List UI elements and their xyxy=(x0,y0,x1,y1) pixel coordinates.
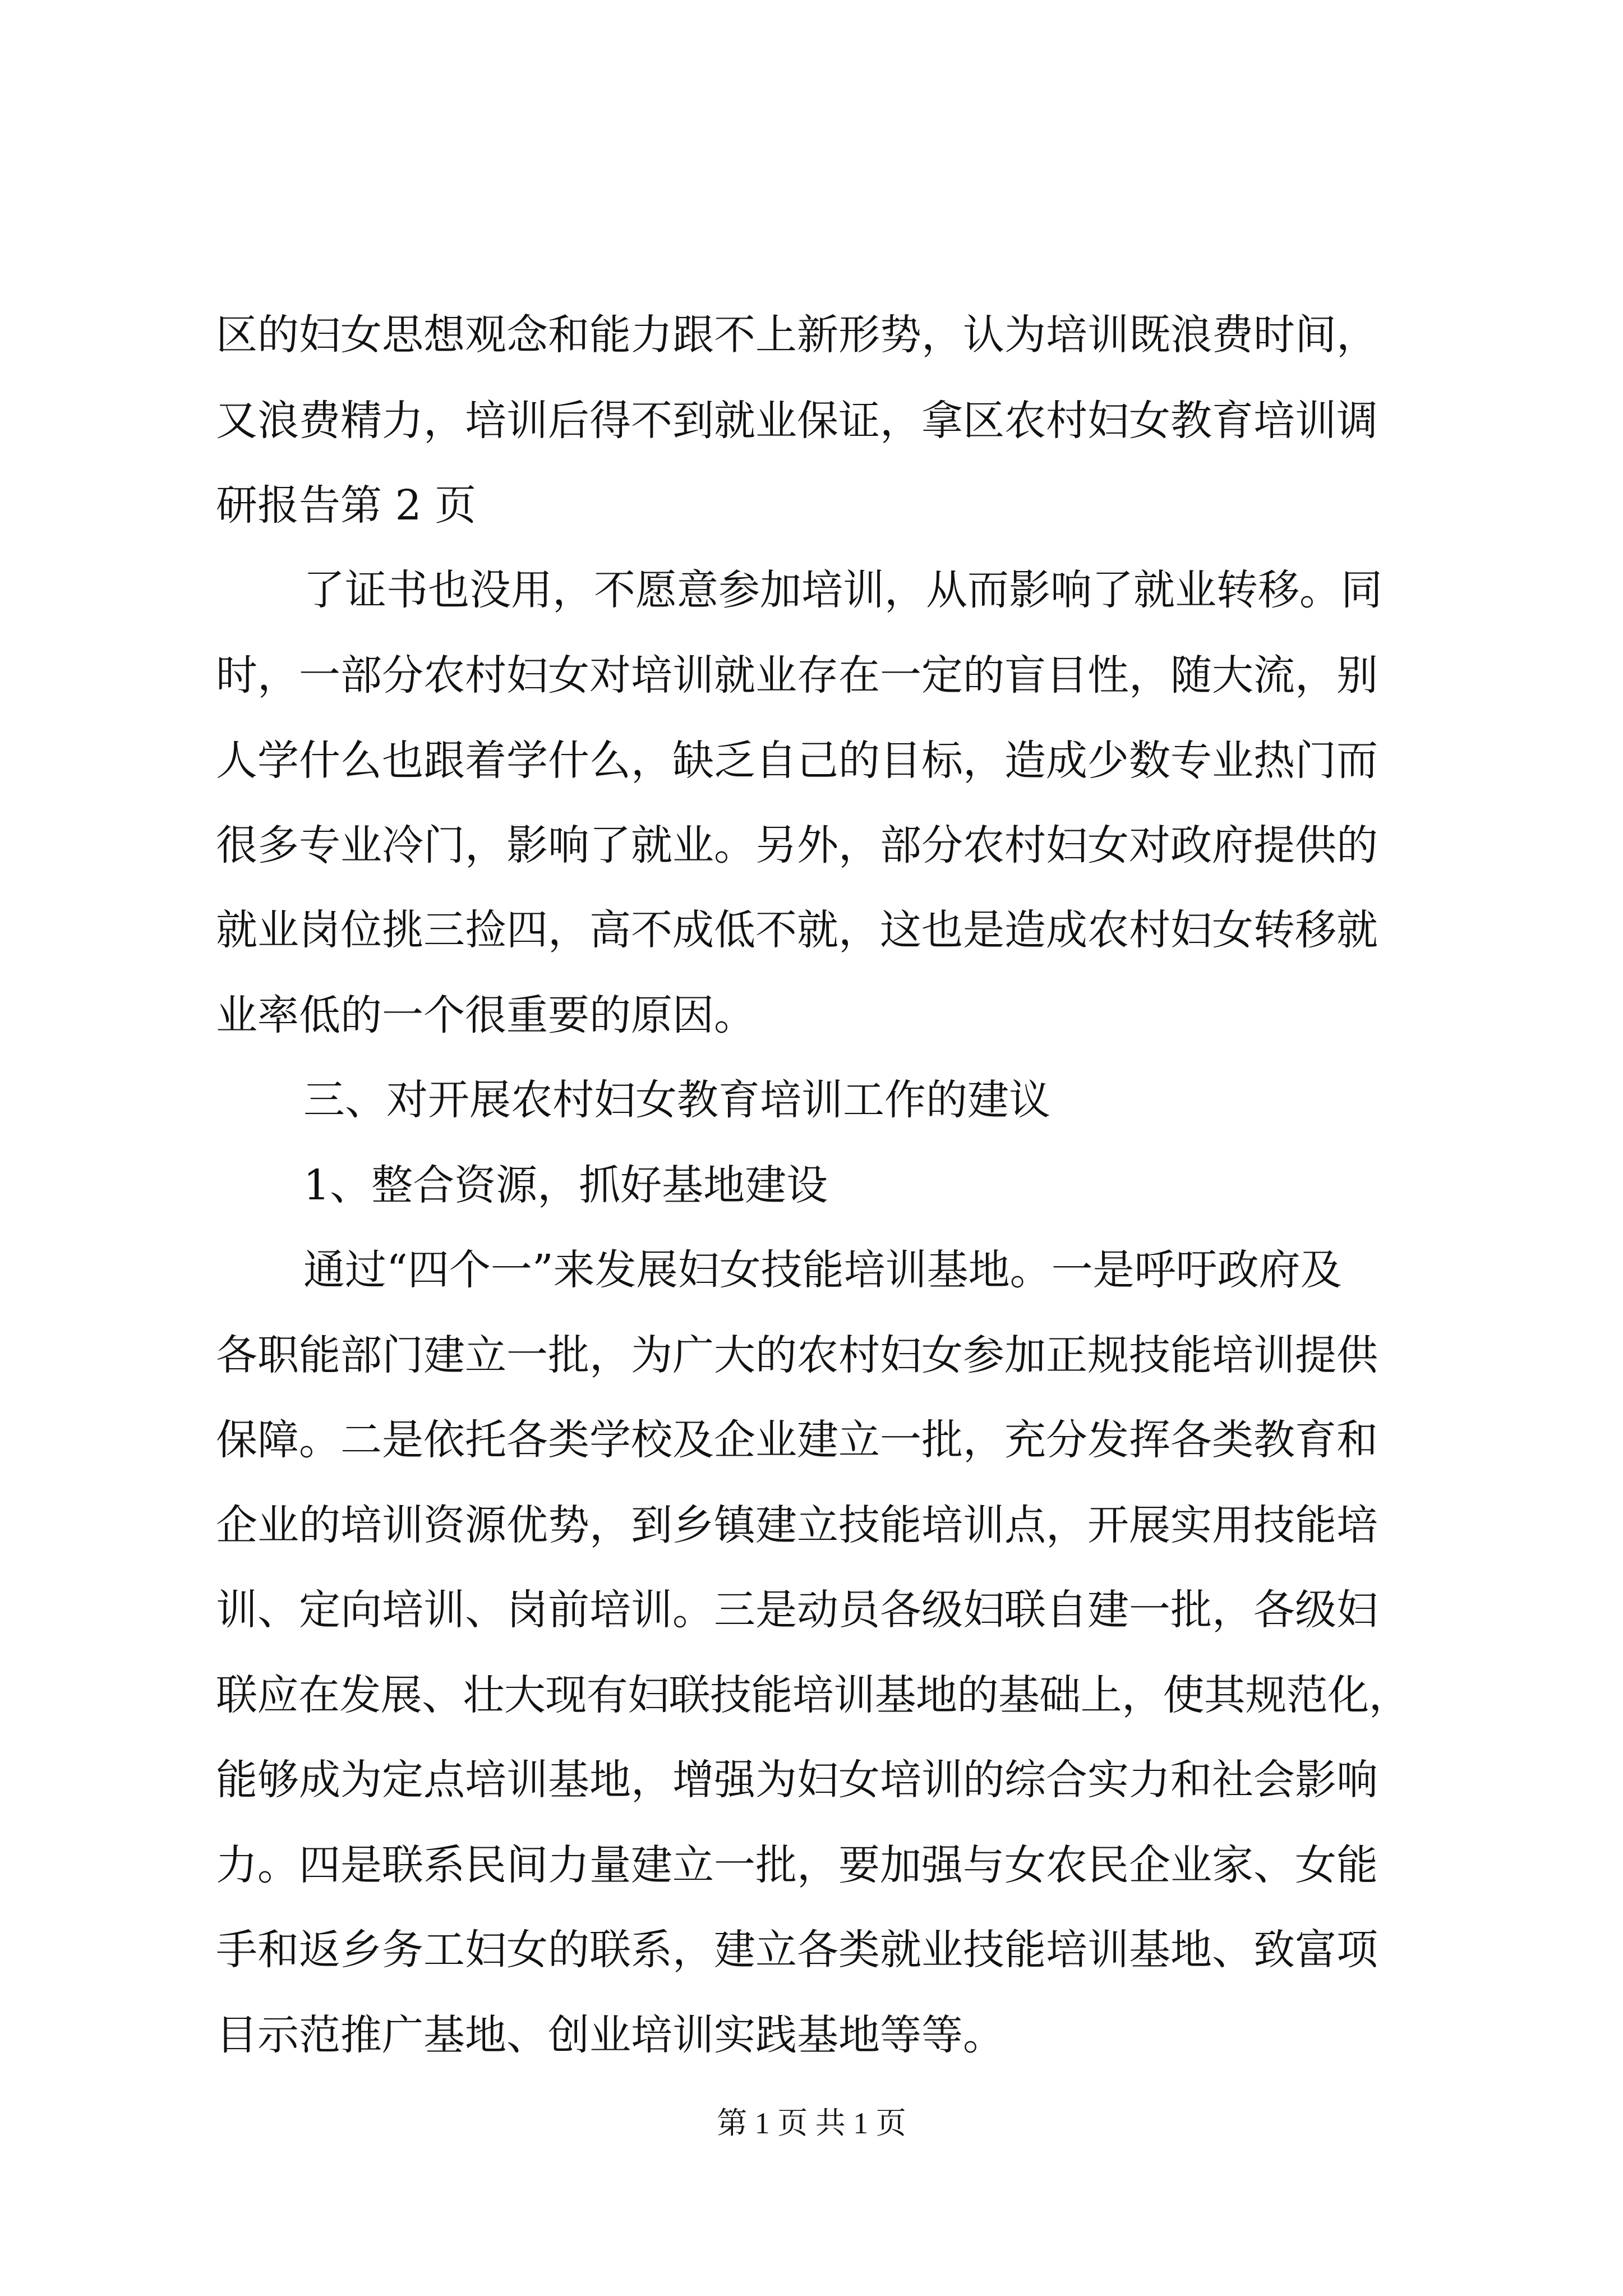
text-line xyxy=(0,1483,1623,1567)
line-text: 目示范推广基地、创业培训实践基地等等。 xyxy=(216,2011,1004,2059)
text-line xyxy=(0,1993,1623,2077)
text-line xyxy=(0,293,1623,377)
line-text: 保障。二是依托各类学校及企业建立一批，充分发挥各类教育和 xyxy=(216,1416,1378,1464)
line-text: 企业的培训资源优势，到乡镇建立技能培训点，开展实用技能培 xyxy=(216,1501,1378,1549)
line-text: 又浪费精力，培训后得不到就业保证，拿区农村妇女教育培训调 xyxy=(216,397,1378,445)
text-line xyxy=(0,1823,1623,1907)
line-text: 训、定向培训、岗前培训。三是动员各级妇联自建一批，各级妇 xyxy=(216,1586,1378,1634)
text-line xyxy=(0,803,1623,887)
text-line xyxy=(0,888,1623,972)
line-text: 了证书也没用，不愿意参加培训，从而影响了就业转移。同 xyxy=(303,566,1382,614)
text-line xyxy=(0,548,1623,632)
text-line xyxy=(0,1568,1623,1652)
text-line xyxy=(0,633,1623,717)
line-text: 手和返乡务工妇女的联系，建立各类就业技能培训基地、致富项 xyxy=(216,1926,1378,1974)
line-text: 研报告第 2 页 xyxy=(216,481,477,530)
page-footer: 第 1 页 共 1 页 xyxy=(717,2106,906,2140)
subsection-heading xyxy=(0,1143,1623,1227)
text-line xyxy=(0,463,1623,547)
line-text: 人学什么也跟着学什么，缺乏自己的目标，造成少数专业热门而 xyxy=(216,737,1378,785)
text-line xyxy=(0,973,1623,1057)
line-text: 能够成为定点培训基地，增强为妇女培训的综合实力和社会影响 xyxy=(216,1756,1378,1804)
line-text: 就业岗位挑三捡四，高不成低不就，这也是造成农村妇女转移就 xyxy=(216,906,1378,954)
line-text: 力。四是联系民间力量建立一批，要加强与女农民企业家、女能 xyxy=(216,1841,1378,1889)
text-line xyxy=(0,1908,1623,1992)
text-line xyxy=(0,1228,1623,1312)
line-text: 时，一部分农村妇女对培训就业存在一定的盲目性，随大流，别 xyxy=(216,651,1378,700)
text-line xyxy=(0,1398,1623,1482)
section-heading-text: 三、对开展农村妇女教育培训工作的建议 xyxy=(303,1076,1050,1124)
line-text: 业率低的一个很重要的原因。 xyxy=(216,991,755,1039)
text-line xyxy=(0,1738,1623,1822)
text-line xyxy=(0,719,1623,803)
line-text: 通过“四个一”来发展妇女技能培训基地。一是呼吁政府及 xyxy=(303,1246,1342,1294)
text-line xyxy=(0,1653,1623,1737)
text-line xyxy=(0,1313,1623,1397)
subsection-heading-text: 1、整合资源，抓好基地建设 xyxy=(303,1161,828,1209)
line-text: 联应在发展、壮大现有妇联技能培训基地的基础上，使其规范化， xyxy=(216,1671,1410,1719)
line-text: 很多专业冷门，影响了就业。另外，部分农村妇女对政府提供的 xyxy=(216,821,1378,869)
line-text: 各职能部门建立一批，为广大的农村妇女参加正规技能培训提供 xyxy=(216,1331,1378,1379)
line-text: 区的妇女思想观念和能力跟不上新形势，认为培训既浪费时间， xyxy=(216,311,1378,359)
section-heading xyxy=(0,1058,1623,1142)
text-line xyxy=(0,379,1623,463)
